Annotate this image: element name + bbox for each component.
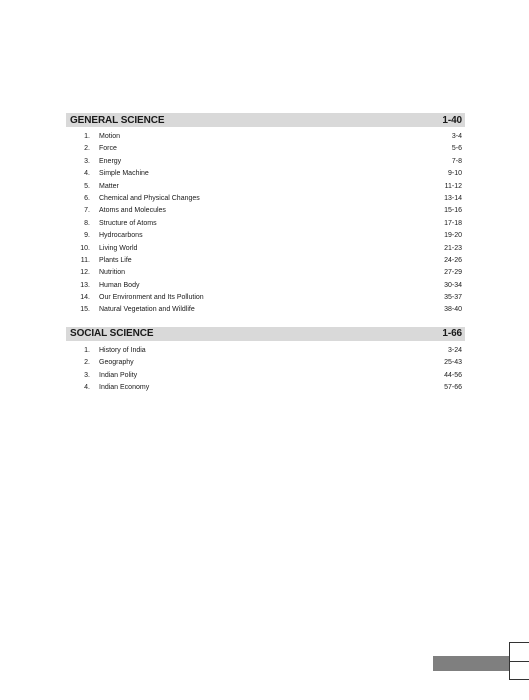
entry-number: 4. (84, 384, 90, 392)
entry-title: Indian Economy (99, 384, 150, 392)
table-of-contents (66, 113, 465, 404)
entry-number: 5. (84, 182, 90, 190)
toc-entry[interactable] (66, 304, 465, 316)
entry-pages: 30-34 (444, 281, 462, 289)
entry-title: Nutrition (99, 269, 126, 277)
toc-entry[interactable] (66, 131, 465, 143)
entry-title: Our Environment and Its Pollution (99, 294, 204, 302)
entry-pages: 44-56 (444, 371, 462, 379)
toc-entry[interactable] (66, 267, 465, 279)
toc-entry[interactable] (66, 156, 465, 168)
entry-title: Simple Machine (99, 170, 149, 178)
entry-pages: 7-8 (451, 157, 462, 165)
entry-title: Human Body (99, 281, 140, 289)
toc-entry[interactable] (66, 382, 465, 394)
toc-entry[interactable] (66, 280, 465, 292)
entry-pages: 11-12 (444, 182, 462, 190)
entry-pages: 3-24 (447, 346, 462, 354)
entry-number: 1. (84, 346, 90, 354)
entry-number: 12. (80, 269, 90, 277)
toc-entry[interactable] (66, 181, 465, 193)
section-header (66, 113, 465, 127)
entry-pages: 38-40 (444, 306, 462, 314)
toc-entry[interactable] (66, 218, 465, 230)
entry-number: 15. (80, 306, 90, 314)
entry-number: 9. (84, 232, 90, 240)
entry-number: 8. (84, 219, 90, 227)
entry-pages: 13-14 (444, 194, 462, 202)
section-page-range: 1-40 (442, 114, 462, 126)
entry-number: 6. (84, 194, 90, 202)
entry-title: Atoms and Molecules (99, 207, 166, 215)
entry-number: 1. (84, 133, 90, 140)
entry-title: Chemical and Physical Changes (99, 194, 200, 202)
entry-title: Geography (99, 359, 134, 367)
entry-title: Energy (99, 157, 122, 165)
toc-entry[interactable] (66, 230, 465, 242)
entry-pages: 15-16 (444, 207, 462, 215)
section-header (66, 327, 465, 341)
toc-entry[interactable] (66, 292, 465, 304)
entry-pages: 27-29 (444, 269, 462, 277)
toc-entry[interactable] (66, 205, 465, 217)
entry-number: 3. (84, 157, 90, 165)
entry-number: 7. (84, 207, 90, 215)
entry-pages: 3-4 (451, 133, 462, 140)
section-title: GENERAL SCIENCE (70, 114, 165, 126)
entry-number: 10. (80, 244, 90, 252)
toc-entry[interactable] (66, 255, 465, 267)
toc-entry[interactable] (66, 345, 465, 357)
entry-pages: 19-20 (444, 232, 462, 240)
page-corner-divider (509, 661, 529, 662)
entry-title: History of India (99, 346, 146, 354)
entry-number: 13. (80, 281, 90, 289)
entry-pages: 5-6 (451, 145, 462, 153)
entry-title: Indian Polity (99, 371, 138, 379)
section-title: SOCIAL SCIENCE (70, 328, 154, 340)
entry-pages: 21-23 (444, 244, 462, 252)
entry-pages: 9-10 (447, 170, 462, 178)
section-page-range: 1-66 (442, 328, 462, 340)
entry-pages: 24-26 (444, 256, 462, 264)
section-social-science (66, 327, 465, 395)
entry-title: Natural Vegetation and Wildlife (99, 306, 195, 314)
toc-entry[interactable] (66, 168, 465, 180)
entry-title: Living World (99, 244, 138, 252)
entry-number: 14. (80, 294, 90, 302)
entry-title: Hydrocarbons (99, 232, 143, 240)
entry-number: 2. (84, 359, 90, 367)
entry-title: Motion (99, 133, 121, 140)
toc-entry[interactable] (66, 243, 465, 255)
entry-title: Plants Life (99, 256, 132, 264)
entry-pages: 57-66 (444, 384, 462, 392)
entry-pages: 17-18 (444, 219, 462, 227)
toc-entry[interactable] (66, 143, 465, 155)
entry-number: 4. (84, 170, 90, 178)
entry-title: Matter (99, 182, 119, 190)
entry-number: 3. (84, 371, 90, 379)
toc-entry[interactable] (66, 357, 465, 369)
toc-entry[interactable] (66, 193, 465, 205)
toc-entry[interactable] (66, 370, 465, 382)
entry-title: Force (99, 145, 117, 153)
entry-pages: 25-43 (444, 359, 462, 367)
entry-number: 2. (84, 145, 90, 153)
entry-title: Structure of Atoms (99, 219, 157, 227)
entry-pages: 35-37 (444, 294, 462, 302)
entry-number: 11. (80, 256, 90, 264)
section-general-science (66, 113, 465, 317)
page-corner-bar (433, 656, 511, 671)
